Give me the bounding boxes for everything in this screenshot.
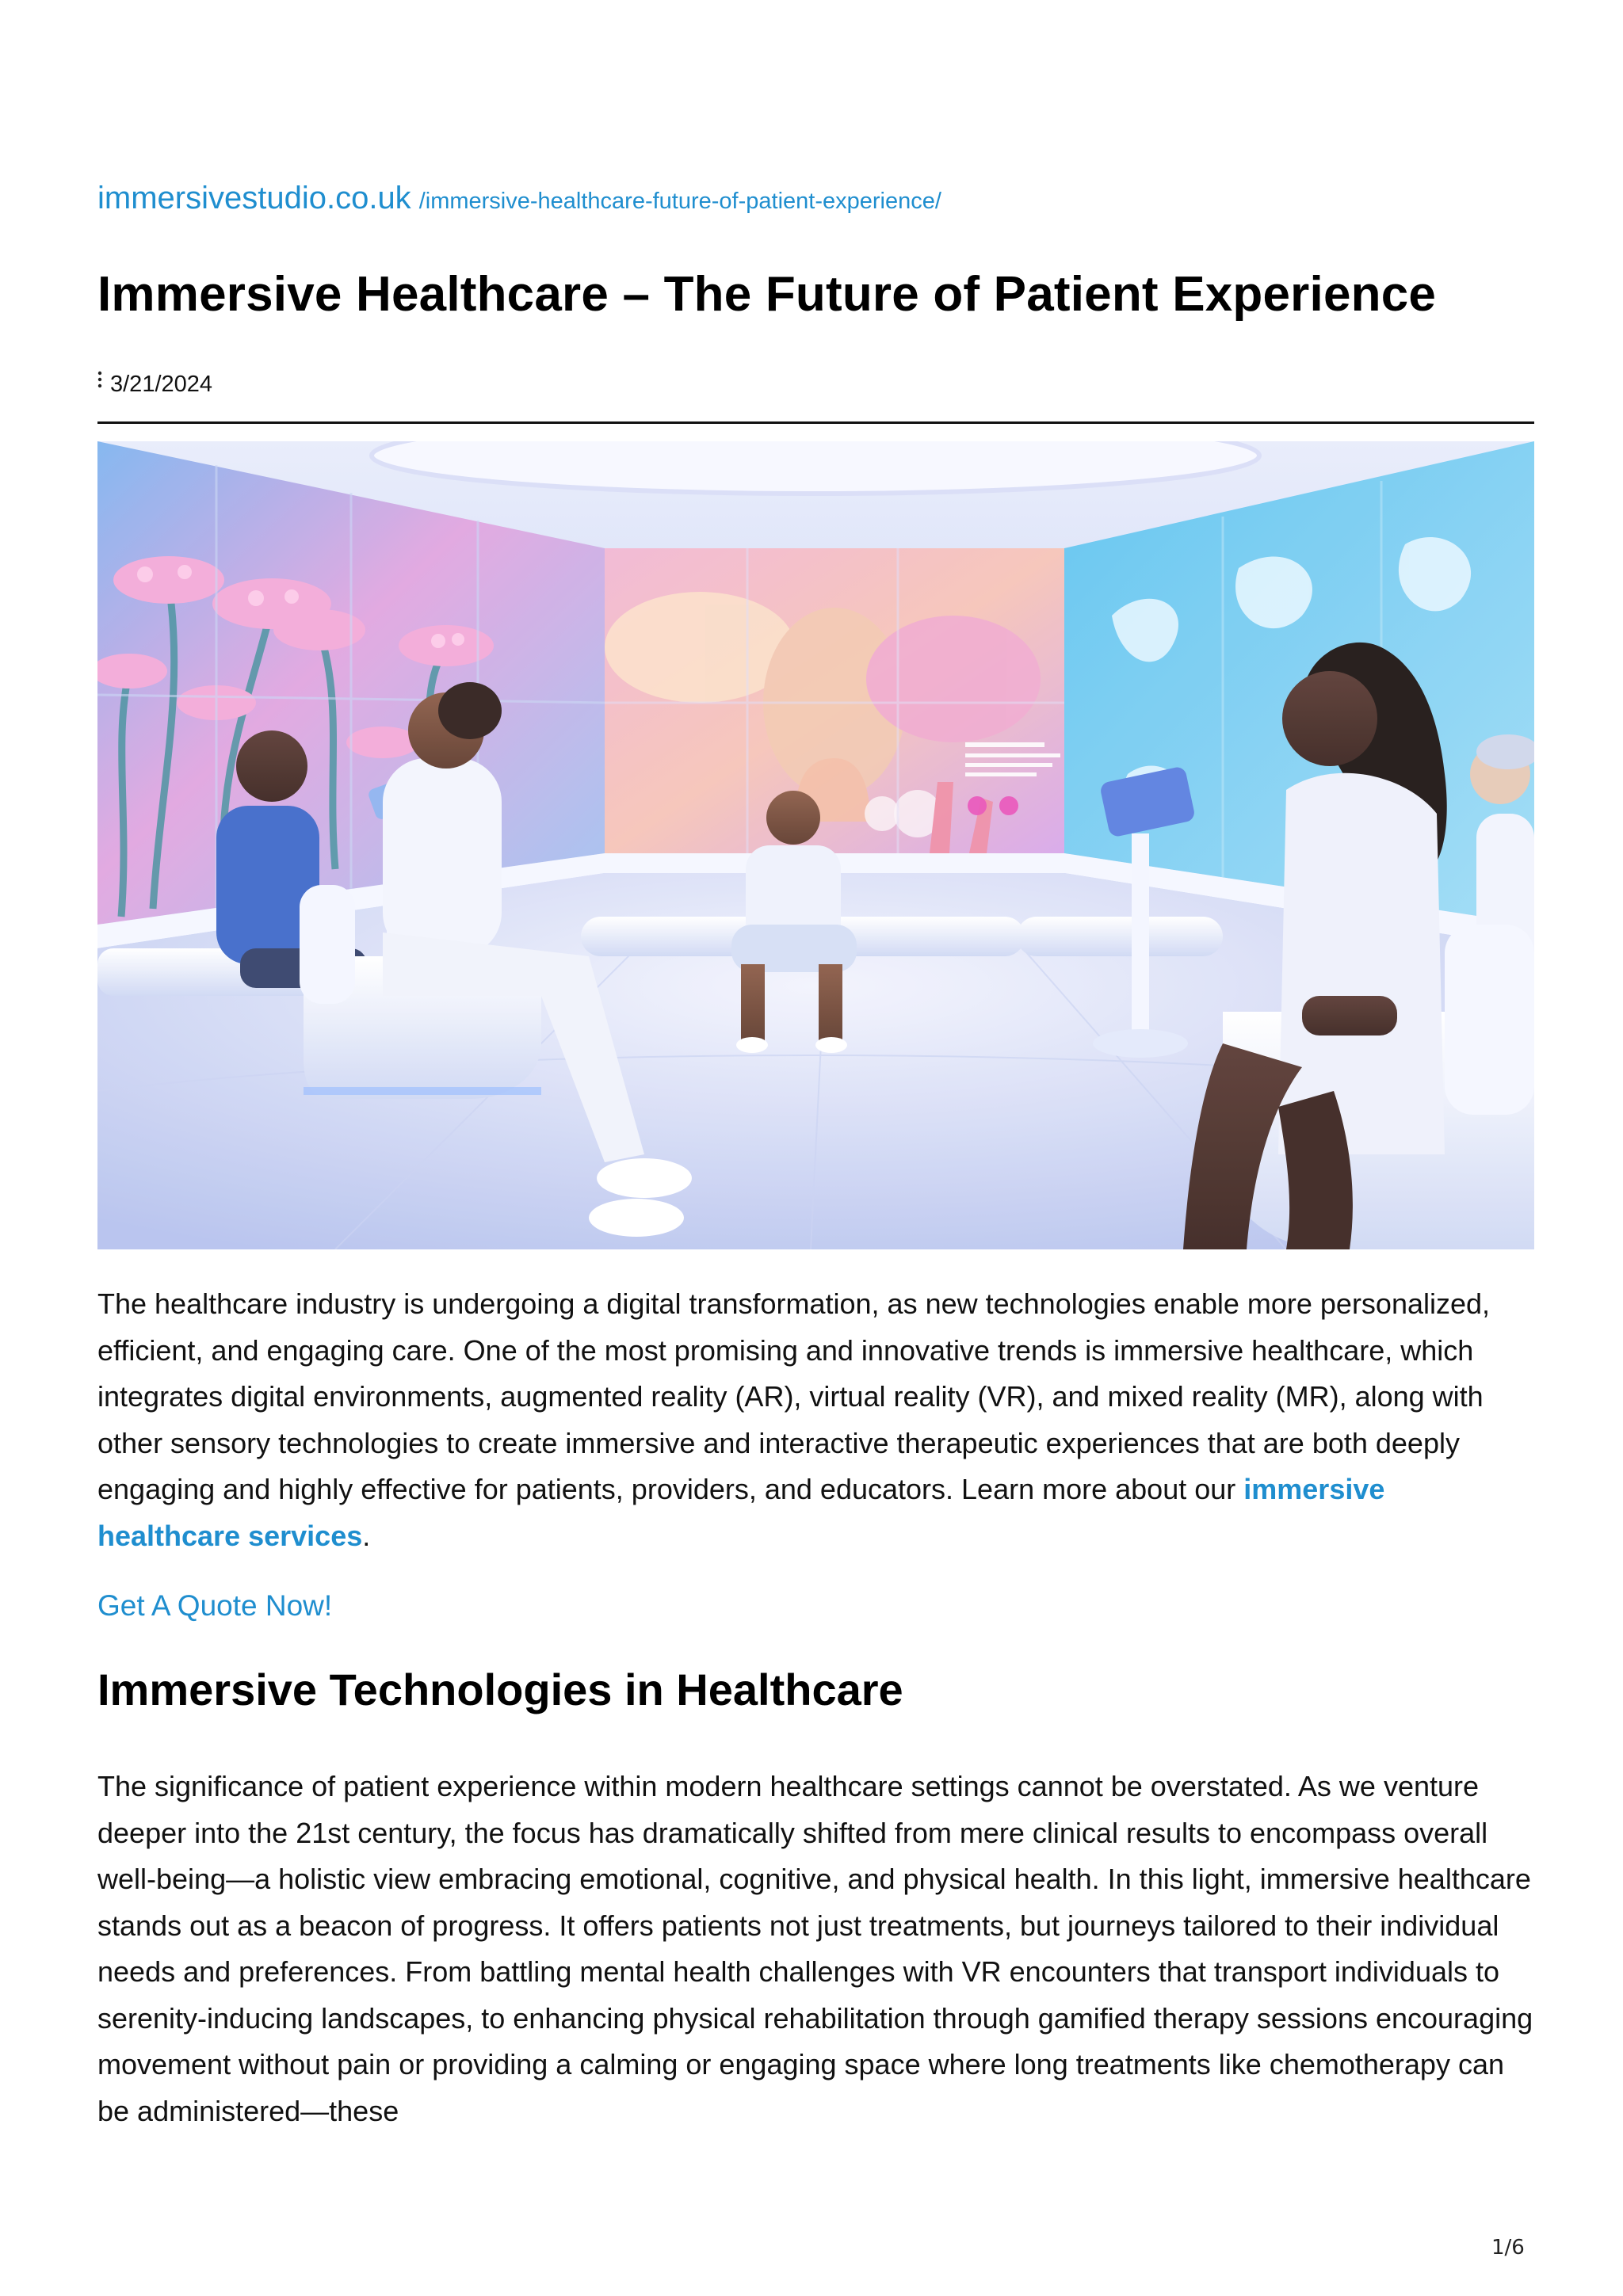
article-date: 3/21/2024 (110, 372, 213, 397)
article-title: Immersive Healthcare – The Future of Patient Experience (97, 267, 1437, 322)
section-paragraph: The significance of patient experience within modern healthcare settings cannot be overstated. As we venture deeper into the 21st century, the focus has dramatically shifted from mere clinical results to encompass overall well-being—a holistic view embracing emotional, cognitive, and physical health. In this light, immersive healthcare stands out as a beacon of progress. It offers patients not just treatments, but journeys tailored to their individual needs and preferences. From battling mental health challenges with VR encounters that transport individuals to serenity-inducing landscapes, to enhancing physical rehabilitation through gamified therapy sessions encouraging movement without pain or providing a calming or engaging space where long treatments like chemotherapy can be administered—these (97, 1770, 1533, 2127)
article-date-row (97, 371, 212, 398)
get-a-quote-link[interactable]: Get A Quote Now! (97, 1589, 333, 1622)
immersive-healthcare-services-link[interactable]: immersive healthcare services (97, 1473, 1385, 1552)
source-url[interactable] (97, 181, 941, 216)
intro-paragraph-text: The healthcare industry is undergoing a digital transformation, as new technologies enable more personalized, efficient, and engaging care. One of the most promising and innovative trends is immersive healthcare, which integrates digital environments, augmented reality (AR), virtual reality (VR), and mixed reality (MR), along with other sensory technologies to create immersive and interactive therapeutic experiences that are both deeply engaging and highly effective for patients, providers, and educators. Learn more about our (97, 1287, 1491, 1505)
intro-paragraph-end: . (362, 1519, 371, 1552)
section-heading: Immersive Technologies in Healthcare (97, 1665, 903, 1714)
source-path[interactable]: /immersive-healthcare-future-of-patient-experience/ (418, 189, 941, 214)
page-number: 1/6 (1491, 2236, 1525, 2260)
calendar-dots-icon (97, 369, 102, 395)
intro-paragraph (97, 1281, 1534, 1559)
hero-image (97, 441, 1534, 1249)
title-divider (97, 421, 1534, 424)
source-domain[interactable]: immersivestudio.co.uk (97, 181, 411, 215)
